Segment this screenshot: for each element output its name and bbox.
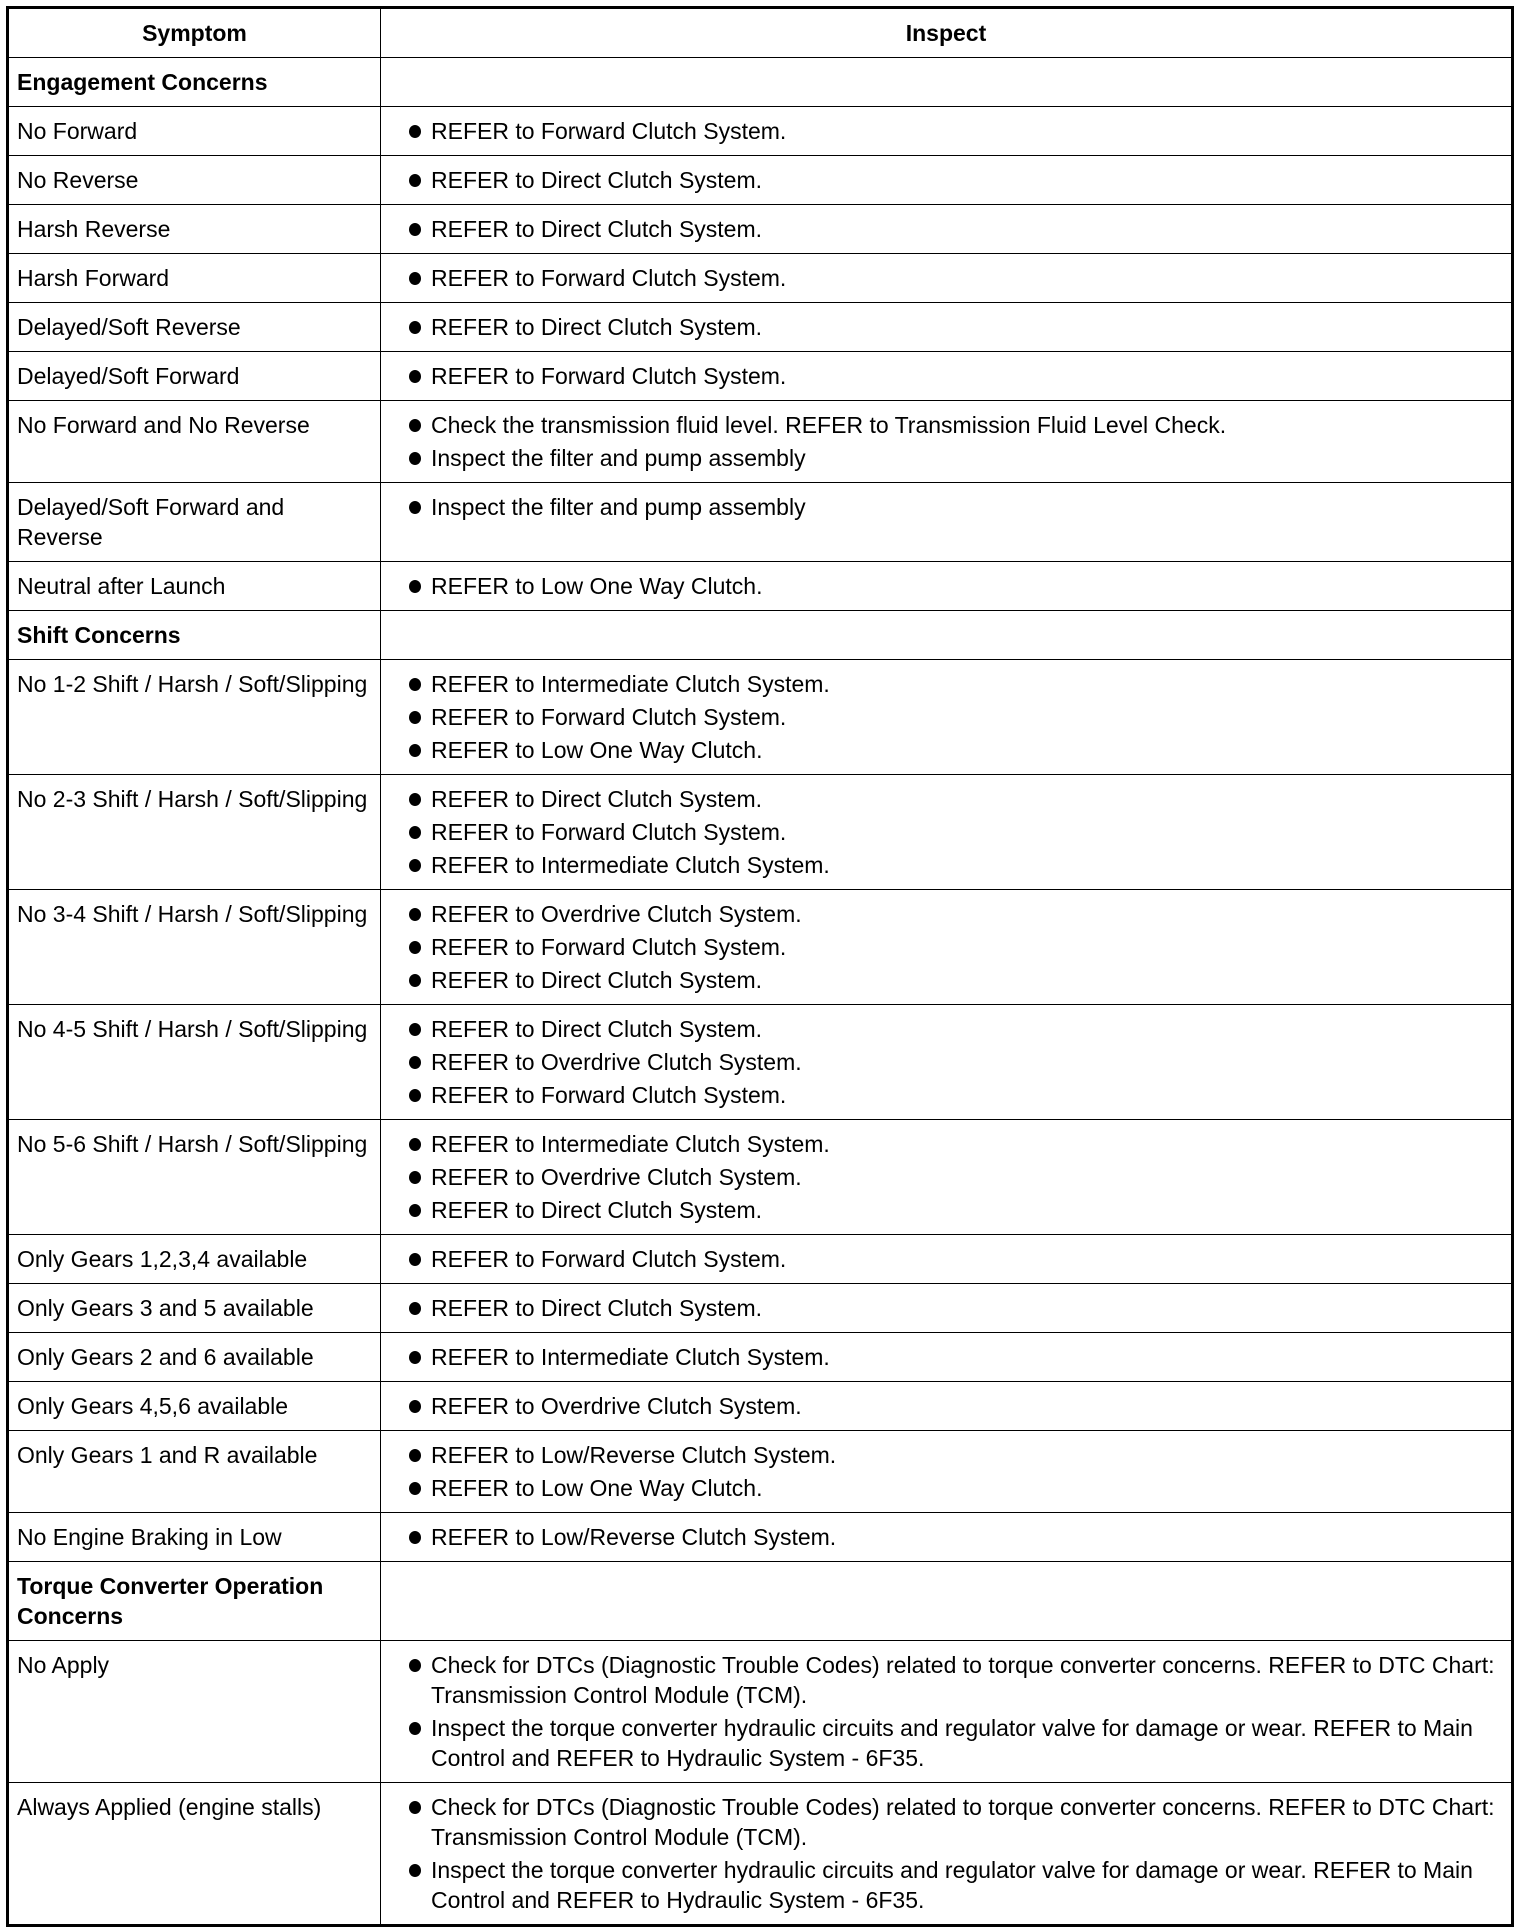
inspect-cell <box>381 205 1513 254</box>
inspect-list <box>389 116 1503 146</box>
list-item <box>389 443 1503 473</box>
inspect-list <box>389 1522 1503 1552</box>
list-item <box>389 899 1503 929</box>
inspect-cell <box>381 1641 1513 1783</box>
symptom-cell: Delayed/Soft Forward and Reverse <box>8 483 381 562</box>
symptom-cell: Always Applied (engine stalls) <box>8 1783 381 1926</box>
inspect-cell <box>381 611 1513 660</box>
list-item <box>389 1129 1503 1159</box>
bullet-icon <box>409 1253 421 1266</box>
inspect-cell <box>381 775 1513 890</box>
table-row <box>8 156 1513 205</box>
section-row <box>8 1562 1513 1641</box>
symptom-header: Symptom <box>8 8 381 58</box>
symptom-cell: No 5-6 Shift / Harsh / Soft/Slipping <box>8 1120 381 1235</box>
inspect-list <box>389 1293 1503 1323</box>
list-item <box>389 817 1503 847</box>
bullet-icon <box>409 1351 421 1364</box>
bullet-icon <box>409 974 421 987</box>
bullet-icon <box>409 125 421 138</box>
bullet-icon <box>409 793 421 806</box>
list-item <box>389 1293 1503 1323</box>
symptom-cell: No Forward <box>8 107 381 156</box>
inspect-cell <box>381 303 1513 352</box>
bullet-icon <box>409 1171 421 1184</box>
bullet-icon <box>409 1056 421 1069</box>
list-item <box>389 165 1503 195</box>
inspect-text: Check for DTCs (Diagnostic Trouble Codes) related to torque converter concerns. REFER to DTC Chart: Transmission Control Module (TCM). <box>431 1794 1495 1850</box>
bullet-icon <box>409 678 421 691</box>
bullet-icon <box>409 419 421 432</box>
bullet-icon <box>409 1400 421 1413</box>
list-item <box>389 116 1503 146</box>
inspect-text: REFER to Direct Clutch System. <box>431 216 763 242</box>
list-item <box>389 1342 1503 1372</box>
inspect-header: Inspect <box>381 8 1513 58</box>
symptom-cell: Only Gears 3 and 5 available <box>8 1284 381 1333</box>
inspect-text: Check for DTCs (Diagnostic Trouble Codes) related to torque converter concerns. REFER to DTC Chart: Transmission Control Module (TCM). <box>431 1652 1495 1708</box>
inspect-text: REFER to Forward Clutch System. <box>431 363 787 389</box>
inspect-cell <box>381 1562 1513 1641</box>
inspect-cell <box>381 156 1513 205</box>
table-row <box>8 401 1513 483</box>
inspect-text: REFER to Forward Clutch System. <box>431 1246 787 1272</box>
inspect-text: REFER to Direct Clutch System. <box>431 967 763 993</box>
list-item <box>389 1014 1503 1044</box>
inspect-text: REFER to Direct Clutch System. <box>431 1016 763 1042</box>
symptom-cell: No Engine Braking in Low <box>8 1513 381 1562</box>
bullet-icon <box>409 1482 421 1495</box>
bullet-icon <box>409 826 421 839</box>
inspect-cell <box>381 1513 1513 1562</box>
inspect-text: REFER to Intermediate Clutch System. <box>431 1344 830 1370</box>
inspect-list <box>389 571 1503 601</box>
inspect-list <box>389 1792 1503 1915</box>
inspect-list <box>389 784 1503 880</box>
inspect-cell <box>381 352 1513 401</box>
bullet-icon <box>409 1531 421 1544</box>
inspect-text: REFER to Forward Clutch System. <box>431 1082 787 1108</box>
inspect-list <box>389 1440 1503 1503</box>
symptom-cell: No Reverse <box>8 156 381 205</box>
list-item <box>389 1080 1503 1110</box>
symptom-cell: No Apply <box>8 1641 381 1783</box>
symptom-cell: Neutral after Launch <box>8 562 381 611</box>
bullet-icon <box>409 1023 421 1036</box>
bullet-icon <box>409 174 421 187</box>
list-item <box>389 1047 1503 1077</box>
symptom-inspect-table <box>6 6 1514 1927</box>
table-row <box>8 660 1513 775</box>
inspect-text: REFER to Intermediate Clutch System. <box>431 852 830 878</box>
table-row <box>8 1431 1513 1513</box>
inspect-text: REFER to Overdrive Clutch System. <box>431 901 802 927</box>
list-item <box>389 410 1503 440</box>
list-item <box>389 1713 1503 1773</box>
list-item <box>389 492 1503 522</box>
bullet-icon <box>409 1089 421 1102</box>
inspect-text: REFER to Forward Clutch System. <box>431 819 787 845</box>
inspect-cell <box>381 107 1513 156</box>
list-item <box>389 1650 1503 1710</box>
table-row <box>8 1641 1513 1783</box>
symptom-cell: Only Gears 2 and 6 available <box>8 1333 381 1382</box>
list-item <box>389 214 1503 244</box>
bullet-icon <box>409 1801 421 1814</box>
bullet-icon <box>409 908 421 921</box>
table-row <box>8 1235 1513 1284</box>
list-item <box>389 1162 1503 1192</box>
list-item <box>389 702 1503 732</box>
inspect-list <box>389 669 1503 765</box>
inspect-cell <box>381 1431 1513 1513</box>
list-item <box>389 850 1503 880</box>
inspect-list <box>389 1650 1503 1773</box>
inspect-list <box>389 899 1503 995</box>
section-title: Shift Concerns <box>8 611 381 660</box>
bullet-icon <box>409 501 421 514</box>
bullet-icon <box>409 321 421 334</box>
inspect-cell <box>381 1284 1513 1333</box>
table-row <box>8 1333 1513 1382</box>
list-item <box>389 312 1503 342</box>
inspect-text: REFER to Intermediate Clutch System. <box>431 1131 830 1157</box>
inspect-cell <box>381 401 1513 483</box>
inspect-list <box>389 1342 1503 1372</box>
table-row <box>8 352 1513 401</box>
section-row <box>8 58 1513 107</box>
symptom-cell: No 3-4 Shift / Harsh / Soft/Slipping <box>8 890 381 1005</box>
bullet-icon <box>409 711 421 724</box>
symptom-cell: Harsh Forward <box>8 254 381 303</box>
inspect-text: Inspect the torque converter hydraulic circuits and regulator valve for damage or wear. REFER to Main Control and REFER to Hydraulic System - 6F35. <box>431 1715 1473 1771</box>
inspect-text: REFER to Low One Way Clutch. <box>431 737 763 763</box>
inspect-text: REFER to Forward Clutch System. <box>431 704 787 730</box>
list-item <box>389 1855 1503 1915</box>
inspect-text: REFER to Forward Clutch System. <box>431 265 787 291</box>
inspect-cell <box>381 890 1513 1005</box>
bullet-icon <box>409 272 421 285</box>
bullet-icon <box>409 580 421 593</box>
symptom-cell: No 4-5 Shift / Harsh / Soft/Slipping <box>8 1005 381 1120</box>
inspect-text: REFER to Direct Clutch System. <box>431 314 763 340</box>
table-row <box>8 562 1513 611</box>
bullet-icon <box>409 1302 421 1315</box>
inspect-text: Inspect the torque converter hydraulic circuits and regulator valve for damage or wear. REFER to Main Control and REFER to Hydraulic System - 6F35. <box>431 1857 1473 1913</box>
symptom-cell: Only Gears 1 and R available <box>8 1431 381 1513</box>
table-row <box>8 1284 1513 1333</box>
inspect-text: REFER to Direct Clutch System. <box>431 786 763 812</box>
table-row <box>8 205 1513 254</box>
table-row <box>8 1382 1513 1431</box>
symptom-cell: Delayed/Soft Forward <box>8 352 381 401</box>
inspect-cell <box>381 483 1513 562</box>
list-item <box>389 1522 1503 1552</box>
table-row <box>8 303 1513 352</box>
inspect-text: REFER to Overdrive Clutch System. <box>431 1164 802 1190</box>
symptom-cell: No Forward and No Reverse <box>8 401 381 483</box>
inspect-list <box>389 361 1503 391</box>
table-row <box>8 1513 1513 1562</box>
inspect-text: REFER to Direct Clutch System. <box>431 1295 763 1321</box>
table-row <box>8 1120 1513 1235</box>
bullet-icon <box>409 1659 421 1672</box>
bullet-icon <box>409 1864 421 1877</box>
inspect-list <box>389 312 1503 342</box>
inspect-text: REFER to Direct Clutch System. <box>431 1197 763 1223</box>
inspect-text: REFER to Low One Way Clutch. <box>431 573 763 599</box>
symptom-cell: Harsh Reverse <box>8 205 381 254</box>
inspect-list <box>389 165 1503 195</box>
symptom-cell: No 2-3 Shift / Harsh / Soft/Slipping <box>8 775 381 890</box>
section-title: Engagement Concerns <box>8 58 381 107</box>
list-item <box>389 1244 1503 1274</box>
inspect-list <box>389 263 1503 293</box>
inspect-list <box>389 1391 1503 1421</box>
symptom-cell: No 1-2 Shift / Harsh / Soft/Slipping <box>8 660 381 775</box>
inspect-text: REFER to Direct Clutch System. <box>431 167 763 193</box>
bullet-icon <box>409 1138 421 1151</box>
list-item <box>389 1195 1503 1225</box>
inspect-text: REFER to Intermediate Clutch System. <box>431 671 830 697</box>
inspect-list <box>389 1014 1503 1110</box>
bullet-icon <box>409 744 421 757</box>
inspect-text: Inspect the filter and pump assembly <box>431 494 806 520</box>
header-row <box>8 8 1513 58</box>
table-row <box>8 1005 1513 1120</box>
table-row <box>8 107 1513 156</box>
inspect-text: REFER to Low One Way Clutch. <box>431 1475 763 1501</box>
table-row <box>8 1783 1513 1926</box>
bullet-icon <box>409 1204 421 1217</box>
list-item <box>389 932 1503 962</box>
inspect-text: REFER to Forward Clutch System. <box>431 934 787 960</box>
bullet-icon <box>409 370 421 383</box>
inspect-cell <box>381 1005 1513 1120</box>
inspect-cell <box>381 1783 1513 1926</box>
table-row <box>8 254 1513 303</box>
inspect-text: REFER to Low/Reverse Clutch System. <box>431 1442 837 1468</box>
list-item <box>389 263 1503 293</box>
inspect-list <box>389 214 1503 244</box>
list-item <box>389 784 1503 814</box>
inspect-list <box>389 492 1503 522</box>
symptom-cell: Only Gears 4,5,6 available <box>8 1382 381 1431</box>
section-title: Torque Converter Operation Concerns <box>8 1562 381 1641</box>
inspect-cell <box>381 58 1513 107</box>
inspect-text: Check the transmission fluid level. REFER to Transmission Fluid Level Check. <box>431 412 1227 438</box>
bullet-icon <box>409 859 421 872</box>
inspect-cell <box>381 1235 1513 1284</box>
list-item <box>389 1792 1503 1852</box>
inspect-text: REFER to Forward Clutch System. <box>431 118 787 144</box>
table-row <box>8 483 1513 562</box>
list-item <box>389 1440 1503 1470</box>
inspect-list <box>389 1244 1503 1274</box>
symptom-cell: Only Gears 1,2,3,4 available <box>8 1235 381 1284</box>
inspect-text: Inspect the filter and pump assembly <box>431 445 806 471</box>
inspect-list <box>389 410 1503 473</box>
inspect-cell <box>381 1382 1513 1431</box>
inspect-cell <box>381 254 1513 303</box>
inspect-text: REFER to Overdrive Clutch System. <box>431 1393 802 1419</box>
inspect-text: REFER to Low/Reverse Clutch System. <box>431 1524 837 1550</box>
section-row <box>8 611 1513 660</box>
symptom-cell: Delayed/Soft Reverse <box>8 303 381 352</box>
inspect-cell <box>381 1120 1513 1235</box>
list-item <box>389 1473 1503 1503</box>
inspect-text: REFER to Overdrive Clutch System. <box>431 1049 802 1075</box>
table-row <box>8 890 1513 1005</box>
list-item <box>389 669 1503 699</box>
bullet-icon <box>409 1722 421 1735</box>
table-row <box>8 775 1513 890</box>
bullet-icon <box>409 452 421 465</box>
inspect-cell <box>381 1333 1513 1382</box>
list-item <box>389 965 1503 995</box>
inspect-list <box>389 1129 1503 1225</box>
inspect-cell <box>381 660 1513 775</box>
list-item <box>389 571 1503 601</box>
bullet-icon <box>409 223 421 236</box>
inspect-cell <box>381 562 1513 611</box>
list-item <box>389 735 1503 765</box>
list-item <box>389 1391 1503 1421</box>
bullet-icon <box>409 941 421 954</box>
list-item <box>389 361 1503 391</box>
bullet-icon <box>409 1449 421 1462</box>
